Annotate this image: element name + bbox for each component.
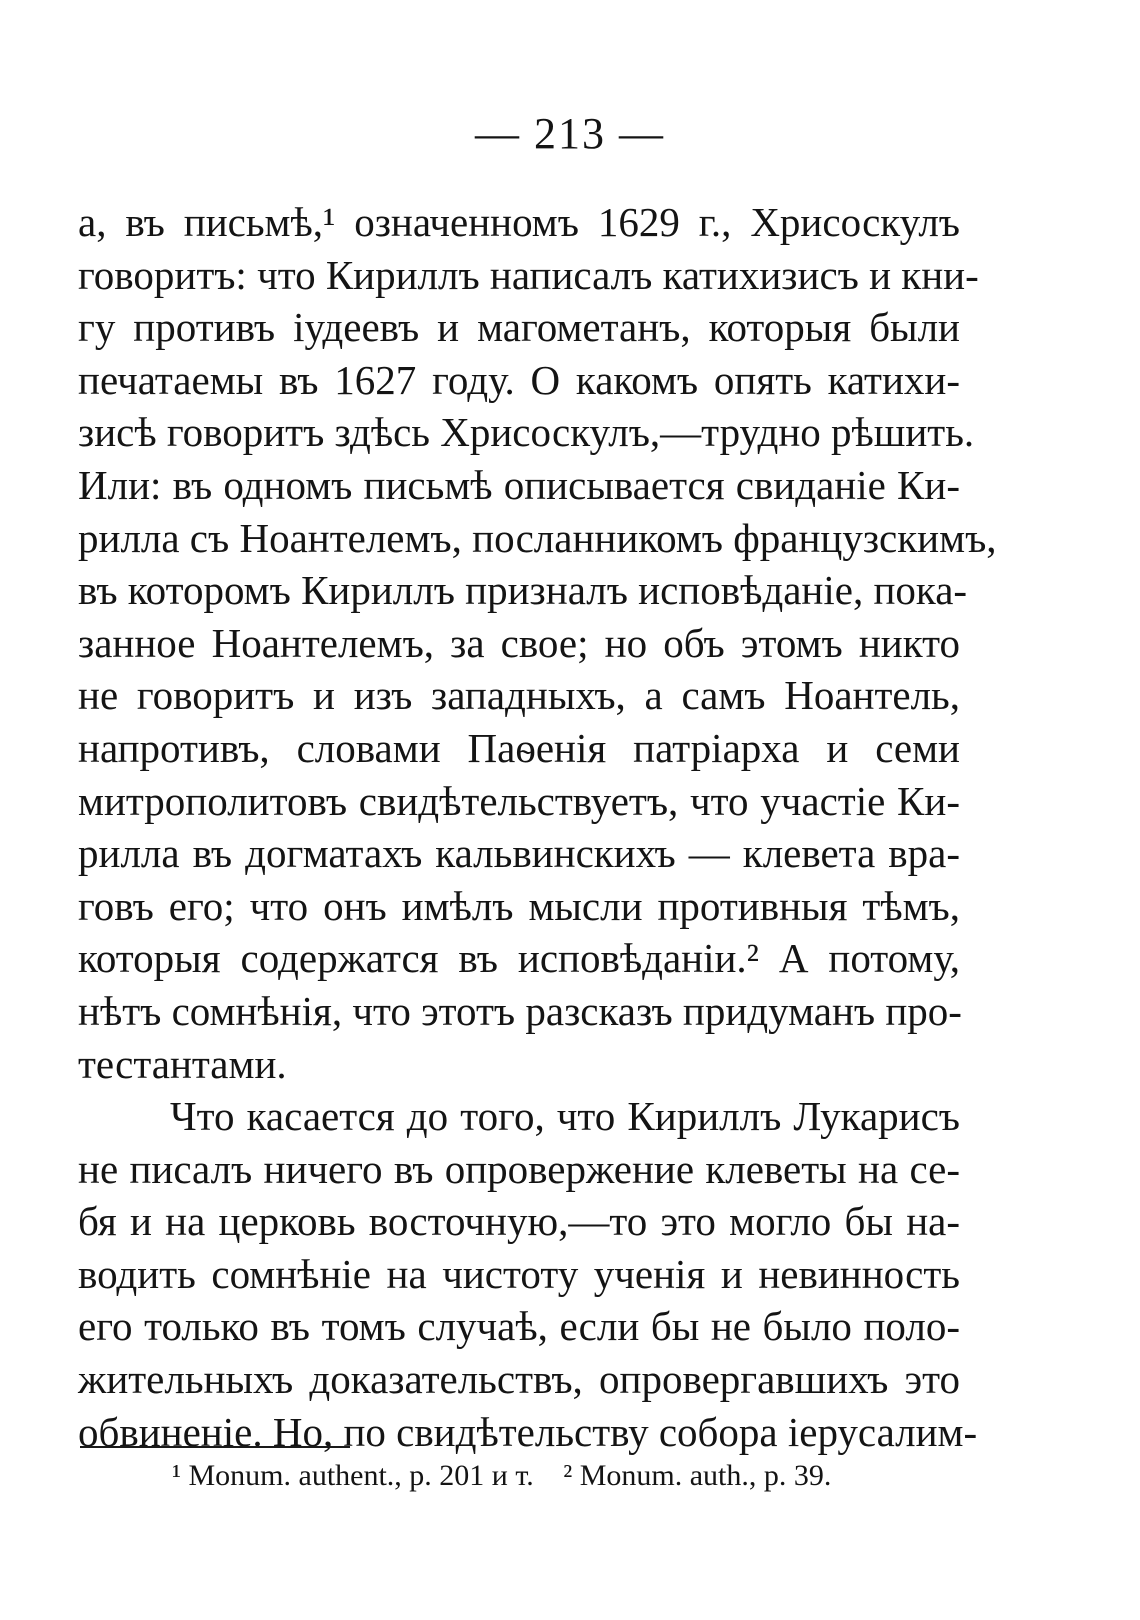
text-line: а, въ письмѣ,¹ означенномъ 1629 г., Хрисоскулъ [78, 199, 960, 245]
page-number: — 213 — [475, 109, 665, 158]
text-line: нѣтъ сомнѣнія, что этотъ разсказъ придуманъ про- [78, 987, 962, 1034]
text-line: печатаемы въ 1627 году. О какомъ опять катихи- [78, 356, 960, 403]
text-line: въ которомъ Кириллъ призналъ исповѣданіе, пока- [78, 567, 968, 614]
text-line: говоритъ: что Кириллъ написалъ катихизисъ и кни- [78, 251, 979, 298]
text-line: зисѣ говоритъ здѣсь Хрисоскулъ,—трудно рѣшить. [78, 409, 975, 456]
paragraph-end-line: тестантами. [78, 1040, 287, 1087]
body-text [78, 196, 997, 1458]
footnote-divider [80, 1446, 350, 1448]
text-line: рилла съ Ноантелемъ, посланникомъ французскимъ, [78, 514, 997, 561]
text-line: не говоритъ и изъ западныхъ, а самъ Ноантель, [78, 672, 960, 719]
text-line: обвиненіе. Но, по свидѣтельству собора іерусалим- [78, 1408, 978, 1455]
text-line: напротивъ, словами Паѳенія патріарха и семи [78, 724, 960, 771]
text-line: жительныхъ доказательствъ, опровергавшихъ это [78, 1356, 960, 1403]
text-line: митрополитовъ свидѣтельствуетъ, что участіе Ки- [78, 777, 960, 824]
footnote-1: ¹ Monum. authent., p. 201 и т. [172, 1459, 534, 1492]
footnote-2: ² Monum. auth., p. 39. [563, 1459, 832, 1492]
text-line: рилла въ догматахъ кальвинскихъ — клевета вра- [78, 830, 960, 877]
footnotes [172, 1456, 932, 1496]
text-line: Или: въ одномъ письмѣ описывается свиданіе Ки- [78, 461, 960, 508]
text-line: занное Ноантелемъ, за свое; но объ этомъ никто [78, 619, 960, 666]
paragraph-start-line: Что касается до того, что Кириллъ Лукарисъ [170, 1093, 960, 1140]
text-line: водить сомнѣніе на чистоту ученія и невинность [78, 1250, 960, 1297]
text-line: бя и на церковь восточную,—то это могло бы на- [78, 1198, 960, 1245]
text-line: гу противъ іудеевъ и магометанъ, которыя были [78, 304, 960, 351]
text-line: говъ его; что онъ имѣлъ мысли противныя тѣмъ, [78, 882, 960, 929]
text-line: не писалъ ничего въ опровержение клеветы на се- [78, 1145, 960, 1192]
text-line: его только въ томъ случаѣ, если бы не было поло- [78, 1303, 960, 1350]
text-line: которыя содержатся въ исповѣданіи.² А потому, [78, 935, 960, 982]
